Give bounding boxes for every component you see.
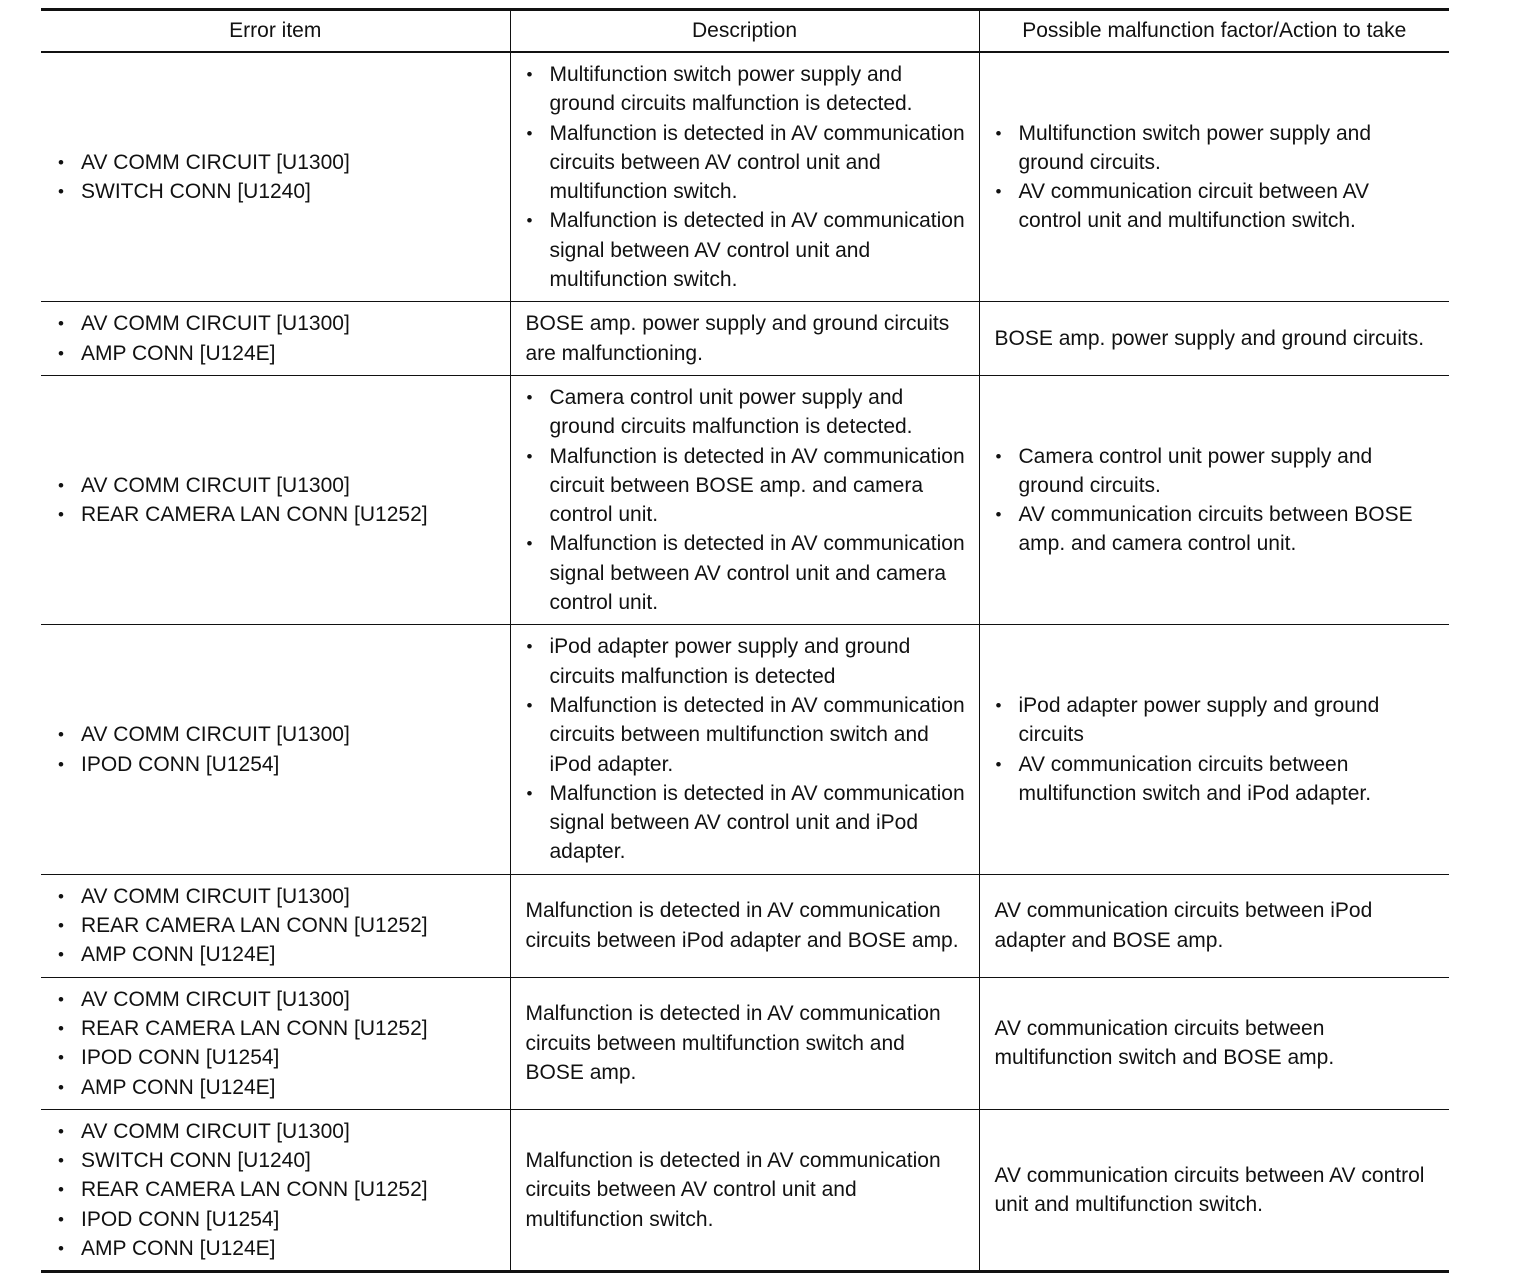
description-text: Malfunction is detected in AV communication circuits between iPod adapter and BOSE amp. — [525, 899, 959, 952]
error-code: • REAR CAMERA LAN CONN [U1252] — [57, 911, 498, 940]
error-item-cell — [41, 874, 510, 977]
error-code: • REAR CAMERA LAN CONN [U1252] — [57, 500, 498, 529]
error-code: • SWITCH CONN [U1240] — [57, 1146, 498, 1175]
action-item: • Camera control unit power supply and ground circuits. — [995, 442, 1438, 501]
action-item: • iPod adapter power supply and ground circuits — [995, 691, 1438, 750]
action-item: • AV communication circuits between multifunction switch and iPod adapter. — [995, 750, 1438, 809]
error-code: • AV COMM CIRCUIT [U1300] — [57, 148, 498, 177]
error-code: • AV COMM CIRCUIT [U1300] — [57, 882, 498, 911]
error-code: • AMP CONN [U124E] — [57, 1073, 498, 1102]
table-row — [41, 874, 1449, 977]
description-item: • Malfunction is detected in AV communication circuits between AV control unit and multifunction switch. — [526, 119, 967, 207]
error-code: • AV COMM CIRCUIT [U1300] — [57, 309, 498, 338]
description-cell — [510, 874, 979, 977]
action-cell — [979, 1109, 1449, 1271]
action-text: AV communication circuits between iPod adapter and BOSE amp. — [994, 899, 1373, 952]
description-text: Malfunction is detected in AV communication circuits between multifunction switch and BOSE amp. — [525, 1002, 941, 1084]
action-cell — [979, 302, 1449, 376]
error-item-cell — [41, 625, 510, 874]
description-text: BOSE amp. power supply and ground circuits are malfunctioning. — [525, 312, 950, 365]
action-cell — [979, 375, 1449, 624]
error-code: • AMP CONN [U124E] — [57, 940, 498, 969]
error-code: • AV COMM CIRCUIT [U1300] — [57, 720, 498, 749]
error-item-cell — [41, 1109, 510, 1271]
description-item: • Multifunction switch power supply and ground circuits malfunction is detected. — [526, 60, 967, 119]
description-item: • Malfunction is detected in AV communication signal between AV control unit and iPod adapter. — [526, 779, 967, 867]
description-item: • Malfunction is detected in AV communication signal between AV control unit and camera control unit. — [526, 529, 967, 617]
error-table — [41, 8, 1449, 1273]
error-code: • AMP CONN [U124E] — [57, 1234, 498, 1263]
action-text: BOSE amp. power supply and ground circuits. — [994, 327, 1425, 351]
header-description: Description — [510, 10, 979, 53]
header-error-item: Error item — [41, 10, 510, 53]
table-row — [41, 52, 1449, 302]
action-item: • AV communication circuit between AV control unit and multifunction switch. — [995, 177, 1438, 236]
description-cell — [510, 375, 979, 624]
description-cell — [510, 1109, 979, 1271]
action-item: • AV communication circuits between BOSE amp. and camera control unit. — [995, 500, 1438, 559]
header-action: Possible malfunction factor/Action to take — [979, 10, 1449, 53]
description-text: Malfunction is detected in AV communication circuits between AV control unit and multifunction switch. — [525, 1149, 941, 1231]
description-item: • Malfunction is detected in AV communication circuits between multifunction switch and iPod adapter. — [526, 691, 967, 779]
description-cell — [510, 625, 979, 874]
action-cell — [979, 977, 1449, 1109]
error-code: • IPOD CONN [U1254] — [57, 750, 498, 779]
error-item-cell — [41, 375, 510, 624]
action-text: AV communication circuits between multifunction switch and BOSE amp. — [994, 1016, 1335, 1070]
description-cell — [510, 52, 979, 302]
action-cell — [979, 874, 1449, 977]
error-code: • REAR CAMERA LAN CONN [U1252] — [57, 1014, 498, 1043]
error-code: • REAR CAMERA LAN CONN [U1252] — [57, 1175, 498, 1204]
error-item-cell — [41, 977, 510, 1109]
error-code: • AV COMM CIRCUIT [U1300] — [57, 1117, 498, 1146]
description-cell — [510, 302, 979, 376]
description-item: • Malfunction is detected in AV communication circuit between BOSE amp. and camera control unit. — [526, 442, 967, 530]
action-cell — [979, 625, 1449, 874]
table-row — [41, 625, 1449, 874]
action-text: AV communication circuits between AV control unit and multifunction switch. — [994, 1163, 1425, 1217]
error-code: • AV COMM CIRCUIT [U1300] — [57, 471, 498, 500]
table-row — [41, 375, 1449, 624]
action-cell — [979, 52, 1449, 302]
error-code: • AV COMM CIRCUIT [U1300] — [57, 985, 498, 1014]
error-code: • AMP CONN [U124E] — [57, 339, 498, 368]
error-code: • IPOD CONN [U1254] — [57, 1043, 498, 1072]
error-item-cell — [41, 52, 510, 302]
description-item: • Camera control unit power supply and ground circuits malfunction is detected. — [526, 383, 967, 442]
table-row — [41, 977, 1449, 1109]
table-row — [41, 302, 1449, 376]
description-cell — [510, 977, 979, 1109]
table-row — [41, 1109, 1449, 1271]
description-item: • Malfunction is detected in AV communication signal between AV control unit and multifunction switch. — [526, 206, 967, 294]
header-row — [41, 10, 1449, 53]
description-item: • iPod adapter power supply and ground circuits malfunction is detected — [526, 632, 967, 691]
error-code: • IPOD CONN [U1254] — [57, 1205, 498, 1234]
action-item: • Multifunction switch power supply and ground circuits. — [995, 119, 1438, 178]
error-item-cell — [41, 302, 510, 376]
error-code: • SWITCH CONN [U1240] — [57, 177, 498, 206]
